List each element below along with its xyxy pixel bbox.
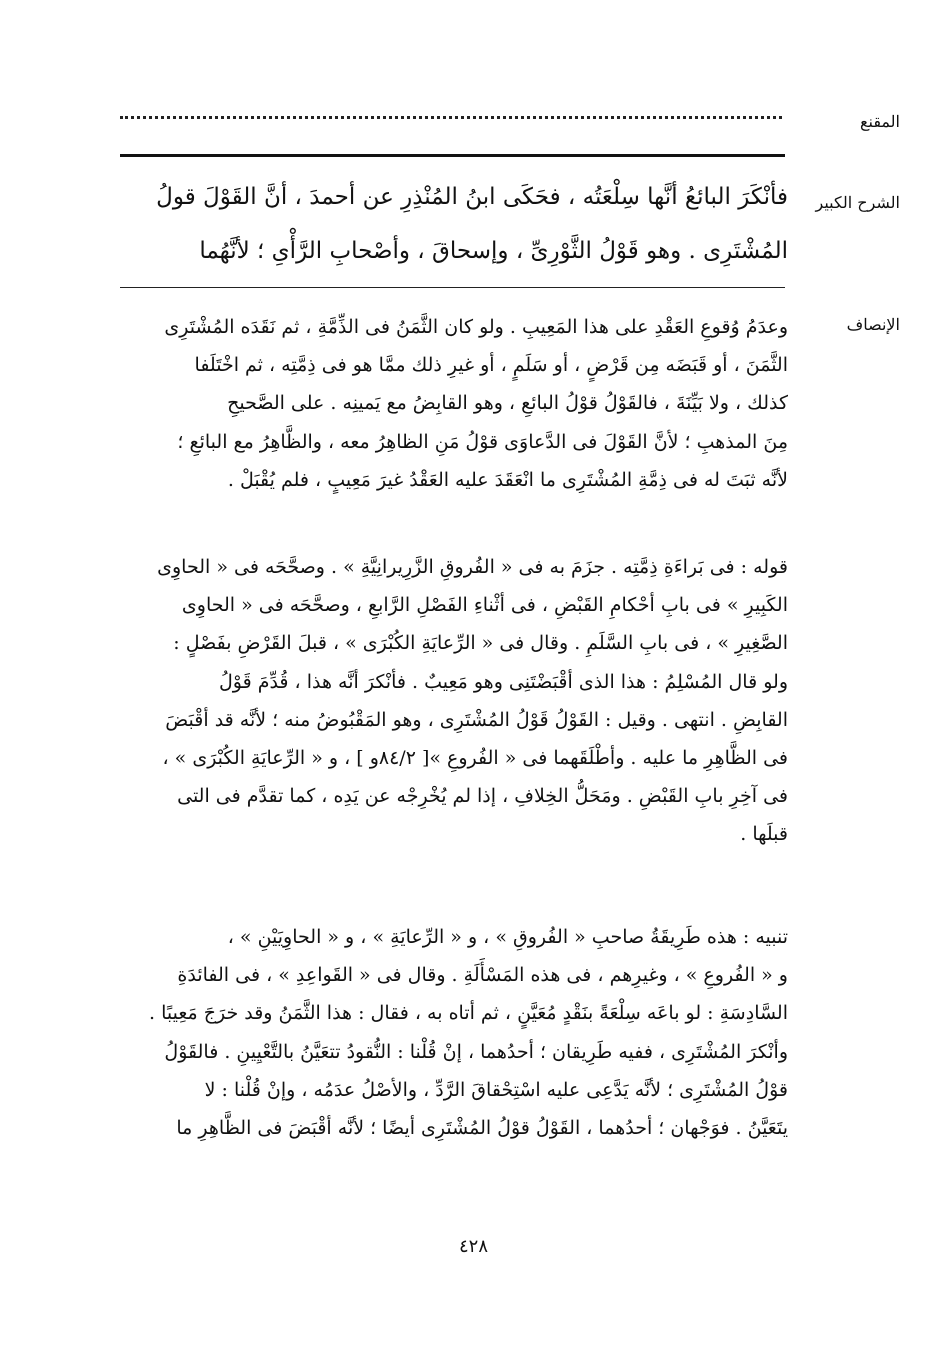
page-number: ٤٢٨ xyxy=(458,1236,488,1257)
insaf-line: السَّادِسَةِ : لو باعَه سِلْعَةً بنَقْدٍ مُعَيَّنٍ ، ثم أتاه به ، فقال : هذا الثَّمَنُ وقد خرَجَ مَعِيبًا . xyxy=(149,1002,788,1025)
insaf-line: الصَّغِيرِ » ، فى بابِ السَّلَمِ . وقال فى « الرِّعايَةِ الكُبْرَى » ، قبلَ القَرْضِ بفَصْلٍ : xyxy=(173,632,788,655)
insaf-line: قوْلُ المُشْتَرِى ؛ لأنَّه يَدَّعِى عليه اسْتِحْقاقَ الرَّدِّ ، والأصْلُ عدَمُه ، وإنْ قُلْنا : لا xyxy=(204,1078,788,1101)
section-rule xyxy=(120,287,785,288)
insaf-line: يتَعَيَّنُ . فوَجْهان ؛ أحدُهما ، القَوْلُ قوْلُ المُشْتَرِى أيضًا ؛ لأنَّه أقْبَضَ فى الظَّاهِرِ ما xyxy=(176,1116,788,1139)
sharh-text xyxy=(118,170,788,278)
insaf-line: ولو قال المُسْلِمُ : هذا الذى أقْبَضْتَنِى وهو مَعِيبٌ . فأنْكرَ أنَّه هذا ، قُدِّمَ قَوْلُ xyxy=(218,670,788,693)
insaf-label: الإنصاف xyxy=(846,315,900,334)
insaf-line: قوله : فى بَراءَةِ ذِمَّتِه . جزَمَ به فى « الفُروقِ الزَّرِيرانِيَّةِ » . وصحَّحَه فى « الحاوِى xyxy=(157,556,788,578)
muqni-label: المقنع xyxy=(859,112,900,131)
dotted-rule xyxy=(120,116,782,119)
insaf-paragraph-1 xyxy=(118,308,788,499)
insaf-line: قبلَها . xyxy=(740,823,788,846)
insaf-line: فى آخِرِ بابِ القَبْضِ . ومَحَلُّ الخِلافِ ، إذا لم يُخْرِجْه عن يَدِه ، كما تقدَّم فى التى xyxy=(177,785,788,808)
sharh-line: المُشْتَرِى . وهو قَوْلُ الثَّوْرِىِّ ، وإسحاقَ ، وأصْحابِ الرَّأْىِ ؛ لأنَّهُما xyxy=(199,238,788,264)
insaf-line: مِنَ المذهبِ ؛ لأنَّ القَوْلَ فى الدَّعاوَى قوْلُ مَنِ الظاهِرُ معه ، والظَّاهِرُ مع البائعِ ؛ xyxy=(177,430,788,453)
sharh-line: فأنْكَرَ البائعُ أنَّها سِلْعَتُه ، فحَكَى ابنُ المُنْذِرِ عن أحمدَ ، أنَّ القَوْلَ قولُ xyxy=(156,184,788,210)
insaf-line: لأنَّه ثبَتَ له فى ذِمَّةِ المُشْتَرِى ما انْعَقَدَ عليه العَقْدُ غيرَ مَعِيبٍ ، فلم يُقْبَلْ . xyxy=(227,468,788,491)
insaf-paragraph-2 xyxy=(118,548,788,854)
thick-rule xyxy=(120,154,785,157)
insaf-line: و « الفُروعِ » ، وغيرِهم ، فى هذه المَسْأَلَةِ . وقال فى « القَواعِدِ » ، فى الفائدَةِ xyxy=(177,964,788,987)
sharh-label: الشرح الكبير xyxy=(815,193,900,212)
insaf-line: تنبيه : هذه طَرِيقَةُ صاحبِ « الفُروقِ » ، و « الرِّعايَةِ » ، و « الحاوِيَيْنِ » ، xyxy=(227,926,788,948)
insaf-line: القابِضِ . انتهى . وقيل : القَوْلُ قَوْلُ المُشْتَرِى ، وهو المَقْبُوضُ منه ؛ لأنَّه قد أقْبَضَ xyxy=(165,708,788,731)
insaf-line: كذلك ، ولا بَيِّنَةَ ، فالقَوْلُ قوْلُ البائعِ ، وهو القابِضُ مع يَمينِه . على الصَّحيحِ xyxy=(227,392,788,415)
insaf-line: الكَبِيرِ » فى بابِ أحْكامِ القَبْضِ ، فى أثْناءِ الفَصْلِ الرَّابعِ ، وصحَّحَه فى « الحاوِى xyxy=(181,594,788,617)
insaf-paragraph-3 xyxy=(118,918,788,1147)
insaf-line: فى الظَّاهِرِ ما عليه . وأطْلَقَهما فى « الفُروعِ »[ ٨٤/٢و ] ، و « الرِّعايَةِ الكُبْرَى » ، xyxy=(162,746,788,769)
insaf-line: الثَّمَنَ ، أو قَبَضَه مِن قَرْضٍ ، أو سَلَمٍ ، أو غيرِ ذلك ممَّا هو فى ذِمَّتِه ، ثم اخْتَلَفا xyxy=(194,354,788,377)
insaf-line: وأنْكرَ المُشْتَرِى ، ففيه طَرِيقان ؛ أحدُهما ، إنْ قُلْنا : النُّقودُ تتعَيَّنُ بالتَّعْيِينِ . فالقَوْلُ xyxy=(164,1040,788,1063)
insaf-line: وعدَمُ وُقوعِ العَقْدِ على هذا المَعِيبِ . ولو كان الثَّمَنُ فى الذِّمَّةِ ، ثم نَقَدَه المُشْتَرِى xyxy=(164,316,788,338)
